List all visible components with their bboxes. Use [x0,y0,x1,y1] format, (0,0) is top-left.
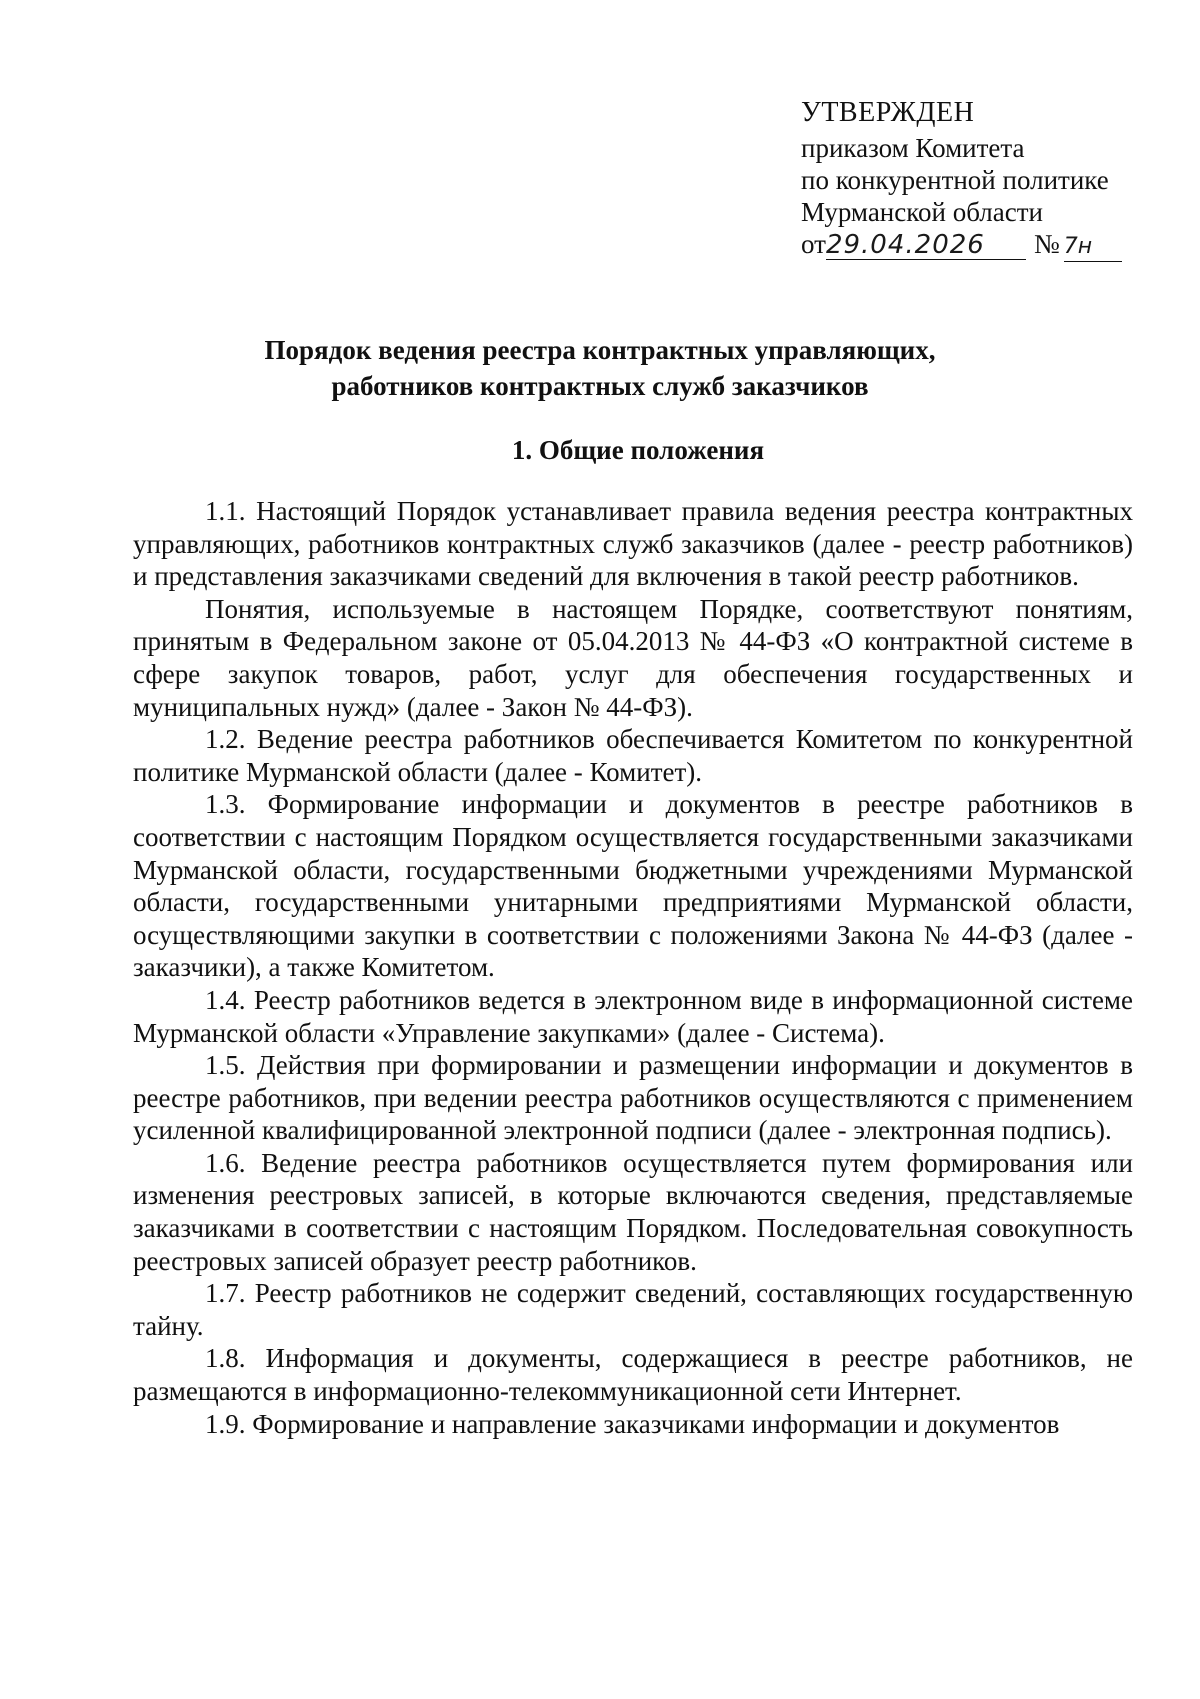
title-line: Порядок ведения реестра контрактных управляющих, [264,335,936,365]
date-prefix: от [801,229,826,259]
approval-line: по конкурентной политике [801,165,1109,195]
paragraph-1-3: 1.3. Формирование информации и документов в реестре работников в соответствии с настоящим Порядком осуществляется государственными заказчиками Мурманской области, государственными бюджетными учреждениями Мурманской области, государственными унитарными предприятиями Мурманской области, осуществляющими закупки в соответствии с положениями Закона № 44-ФЗ (далее - заказчики), а также Комитетом. [133,789,1133,983]
paragraph-1-4: 1.4. Реестр работников ведется в электронном виде в информационной системе Мурманской области «Управление закупками» (далее - Система). [133,984,1133,1048]
handwritten-number: 7н [1064,233,1122,262]
document-body [133,495,1133,1440]
approval-date-line [801,228,1161,268]
approval-heading: УТВЕРЖДЕН [801,97,975,128]
approval-line: приказом Комитета [801,133,1025,163]
paragraph-1-9: 1.9. Формирование и направление заказчиками информации и документов [205,1408,1060,1439]
paragraph-definitions: Понятия, используемые в настоящем Порядке, соответствуют понятиям, принятым в Федеральном законе от 05.04.2013 № 44-ФЗ «О контрактной системе в сфере закупок товаров, работ, услуг для обеспечения государственных и муниципальных нужд» (далее - Закон № 44-ФЗ). [133,593,1133,722]
number-sign: № [1033,229,1060,259]
paragraph-1-8: 1.8. Информация и документы, содержащиеся в реестре работников, не размещаются в информационно-телекоммуникационной сети Интернет. [133,1343,1133,1407]
handwritten-date: 29.04.2026 [826,231,1026,260]
paragraph-1-2: 1.2. Ведение реестра работников обеспечивается Комитетом по конкурентной политике Мурманской области (далее - Комитет). [133,724,1133,787]
title-line: работников контрактных служб заказчиков [331,371,869,401]
section-heading: 1. Общие положения [511,435,765,465]
approval-block [801,94,1161,268]
paragraph-1-1: 1.1. Настоящий Порядок устанавливает правила ведения реестра контрактных управляющих, работников контрактных служб заказчиков (далее - реестр работников) и представления заказчиками сведений для включения в такой реестр работников. [133,496,1133,592]
approval-line: Мурманской области [801,197,1043,227]
document-title [0,332,1200,404]
paragraph-1-7: 1.7. Реестр работников не содержит сведений, составляющих государственную тайну. [133,1278,1133,1341]
paragraph-1-6: 1.6. Ведение реестра работников осуществляется путем формирования или изменения реестровых записей, в которые включаются сведения, представляемые заказчиками в соответствии с настоящим Порядком. Последовательная совокупность реестровых записей образует реестр работников. [133,1147,1133,1276]
paragraph-1-5: 1.5. Действия при формировании и размещении информации и документов в реестре работников, при ведении реестра работников осуществляются с применением усиленной квалифицированной электронной подписи (далее - электронная подпись). [133,1050,1133,1146]
